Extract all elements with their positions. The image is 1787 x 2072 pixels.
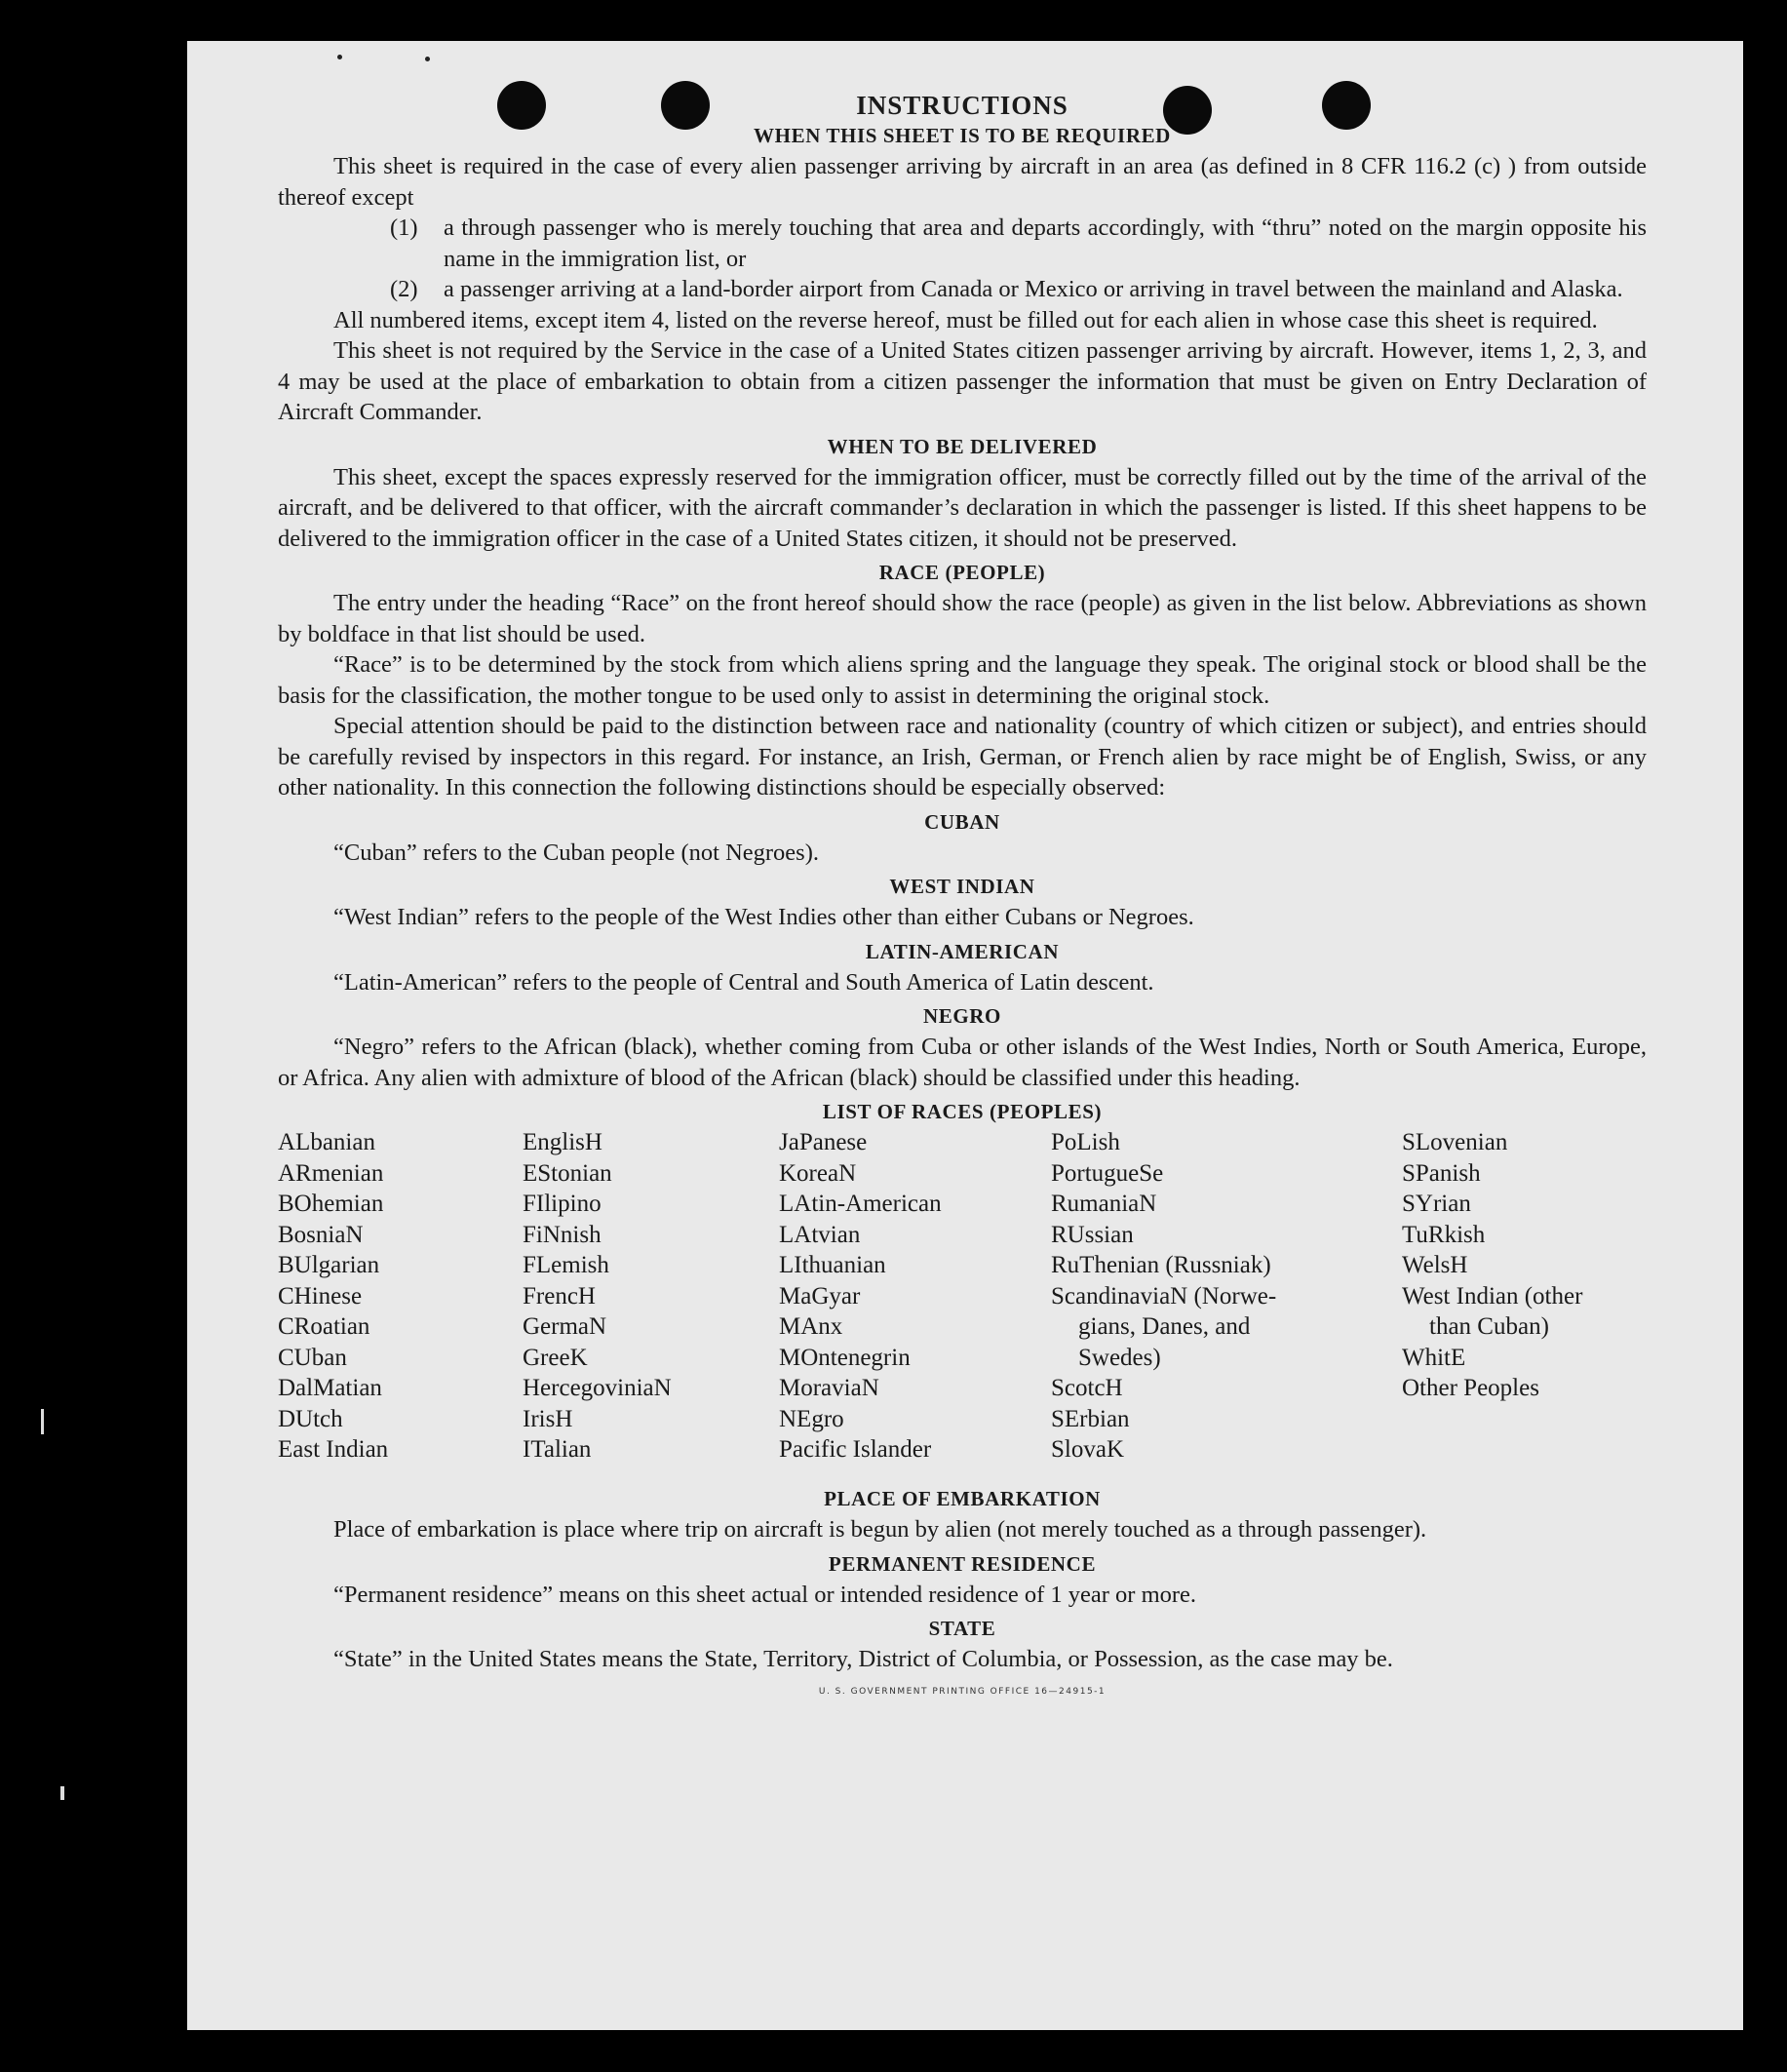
scan-mark [41, 1409, 44, 1434]
races-column [1402, 1127, 1582, 1404]
race-entry: FIlipino [523, 1191, 602, 1217]
race-entry: RumaniaN [1051, 1191, 1157, 1217]
paragraph: “Latin-American” refers to the people of Central and South America of Latin descent. [333, 968, 1154, 996]
race-entry: IrisH [523, 1405, 573, 1432]
race-entry: ITalian [523, 1436, 592, 1463]
race-entry: gians, Danes, and [1078, 1313, 1251, 1340]
race-entry: LAtin-American [779, 1191, 942, 1217]
race-entry: ALbanian [278, 1129, 375, 1155]
heading-west-indian: WEST INDIAN [889, 875, 1035, 898]
heading-embarkation: PLACE OF EMBARKATION [824, 1487, 1101, 1510]
race-entry: BOhemian [278, 1191, 384, 1217]
heading-residence: PERMANENT RESIDENCE [828, 1551, 1097, 1576]
race-entry: Pacific Islander [779, 1436, 932, 1463]
race-entry: BosniaN [278, 1221, 364, 1248]
race-entry: GermaN [523, 1313, 607, 1340]
race-entry: East Indian [278, 1436, 389, 1463]
races-list [278, 1127, 1647, 1480]
form-sheet [187, 41, 1743, 2030]
race-entry: EnglisH [523, 1129, 602, 1155]
races-column [779, 1127, 942, 1466]
race-entry: MaGyar [779, 1282, 861, 1310]
race-entry: FLemish [523, 1252, 609, 1278]
item-text: a through passenger who is merely touching that area and departs accordingly, with “thru” noted on the margin opposite his name in the immigration list, or [444, 215, 1647, 272]
paragraph: “State” in the United States means the State, Territory, District of Columbia, or Possession, as the case may be. [333, 1646, 1393, 1672]
race-entry: SPanish [1402, 1159, 1481, 1187]
races-column [278, 1127, 388, 1466]
race-entry: ScandinaviaN (Norwe- [1051, 1282, 1277, 1310]
races-column [523, 1127, 672, 1466]
race-entry: JaPanese [779, 1129, 868, 1155]
item-number: (2) [390, 276, 418, 302]
race-entry: NEgro [779, 1405, 844, 1432]
paragraph: “Negro” refers to the African (black), whether coming from Cuba or other islands of the West Indies, North or South America, Europe, or Africa. Any alien with admixture of blood of the African (black) should be classified under this heading. [278, 1034, 1647, 1091]
heading-cuban: CUBAN [924, 809, 1000, 834]
race-entry: ScotcH [1051, 1375, 1123, 1401]
race-entry: SlovaK [1051, 1436, 1124, 1463]
paragraph: “Race” is to be determined by the stock from which aliens spring and the language they speak. The original stock or blood shall be the basis for the classification, the mother tongue to be used only to assist in determining the original stock. [278, 651, 1647, 709]
paragraph: “Cuban” refers to the Cuban people (not Negroes). [333, 839, 819, 866]
race-entry: RUssian [1051, 1221, 1134, 1248]
heading-delivered: WHEN TO BE DELIVERED [827, 434, 1098, 458]
printer-imprint: U. S. GOVERNMENT PRINTING OFFICE 16—24915-1 [818, 1686, 1107, 1697]
race-entry: LAtvian [779, 1221, 861, 1248]
races-column [1051, 1127, 1276, 1466]
race-entry: DalMatian [278, 1375, 382, 1401]
race-entry: FrencH [523, 1282, 596, 1310]
paragraph: Place of embarkation is place where trip on aircraft is begun by alien (not merely touched as a through passenger). [333, 1516, 1427, 1543]
instructions-content [278, 88, 1647, 1697]
race-entry: Other Peoples [1402, 1375, 1539, 1401]
paragraph: All numbered items, except item 4, listed on the reverse hereof, must be filled out for each alien in whose case this sheet is required. [333, 306, 1598, 333]
race-entry: TuRkish [1402, 1221, 1486, 1248]
race-entry: WelsH [1402, 1252, 1468, 1278]
paragraph: “West Indian” refers to the people of the West Indies other than either Cubans or Negroes. [333, 904, 1194, 930]
race-entry: SLovenian [1402, 1129, 1508, 1155]
paragraph: This sheet is not required by the Service in the case of a United States citizen passenger arriving by aircraft. However, items 1, 2, 3, and 4 may be used at the place of embarkation to obtain from a citizen passenger the information that must be given on Entry Declaration of Aircraft Commander. [278, 337, 1647, 425]
race-entry: MAnx [779, 1313, 843, 1340]
heading-state: STATE [928, 1617, 996, 1640]
numbered-item [278, 213, 1647, 274]
race-entry: DUtch [278, 1405, 343, 1432]
race-entry: MoraviaN [779, 1375, 879, 1401]
race-entry: FiNnish [523, 1221, 602, 1248]
scan-mark [60, 1786, 64, 1800]
paragraph: This sheet, except the spaces expressly reserved for the immigration officer, must be correctly filled out by the time of the arrival of the aircraft, and be delivered to that officer, with the aircraft commander’s declaration in which the passenger is listed. If this sheet happens to be delivered to the immigration officer in the case of a United States citizen, it should not be preserved. [278, 463, 1647, 552]
race-entry: PoLish [1051, 1129, 1120, 1155]
race-entry: PortugueSe [1051, 1159, 1164, 1187]
race-entry: RuThenian (Russniak) [1051, 1252, 1271, 1278]
numbered-item [278, 274, 1647, 305]
item-number: (1) [390, 215, 418, 241]
paragraph: This sheet is required in the case of every alien passenger arriving by aircraft in an area (as defined in 8 CFR 116.2 (c) ) from outside thereof except [278, 153, 1647, 211]
race-entry: CHinese [278, 1282, 363, 1310]
race-entry: HercegoviniaN [523, 1375, 672, 1401]
paragraph: The entry under the heading “Race” on the front hereof should show the race (people) as given in the list below. Abbreviations as shown by boldface in that list should be used. [278, 590, 1647, 647]
speck [337, 55, 342, 59]
heading-races-list: LIST OF RACES (PEOPLES) [822, 1100, 1103, 1123]
race-entry: MOntenegrin [779, 1344, 911, 1371]
heading-latin-american: LATIN-AMERICAN [865, 939, 1060, 963]
race-entry: KoreaN [779, 1159, 857, 1187]
heading-required: WHEN THIS SHEET IS TO BE REQUIRED [754, 124, 1171, 147]
heading-negro: NEGRO [922, 1004, 1001, 1028]
speck [425, 57, 430, 61]
paragraph: “Permanent residence” means on this sheet actual or intended residence of 1 year or more. [333, 1581, 1197, 1608]
race-entry: LIthuanian [779, 1252, 886, 1278]
race-entry: ARmenian [278, 1159, 384, 1187]
race-entry: WhitE [1402, 1344, 1466, 1371]
page-title: INSTRUCTIONS [856, 91, 1068, 120]
race-entry: CUban [278, 1344, 347, 1371]
race-entry: Swedes) [1078, 1344, 1161, 1371]
race-entry: GreeK [523, 1344, 588, 1371]
race-entry: EStonian [523, 1159, 612, 1187]
race-entry: SErbian [1051, 1405, 1130, 1432]
race-entry: BUlgarian [278, 1252, 380, 1278]
race-entry: than Cuban) [1429, 1313, 1549, 1340]
heading-race: RACE (PEOPLE) [878, 561, 1046, 584]
race-entry: West Indian (other [1402, 1282, 1583, 1310]
paragraph: Special attention should be paid to the distinction between race and nationality (country of which citizen or subject), and entries should be carefully revised by inspectors in this regard. For instance, an Irish, German, or French alien by race might be of English, Swiss, or any other nationality. In this connection the following distinctions should be especially observed: [278, 713, 1647, 801]
race-entry: CRoatian [278, 1313, 370, 1340]
race-entry: SYrian [1402, 1191, 1471, 1217]
item-text: a passenger arriving at a land-border airport from Canada or Mexico or arriving in travel between the mainland and Alaska. [444, 276, 1623, 302]
